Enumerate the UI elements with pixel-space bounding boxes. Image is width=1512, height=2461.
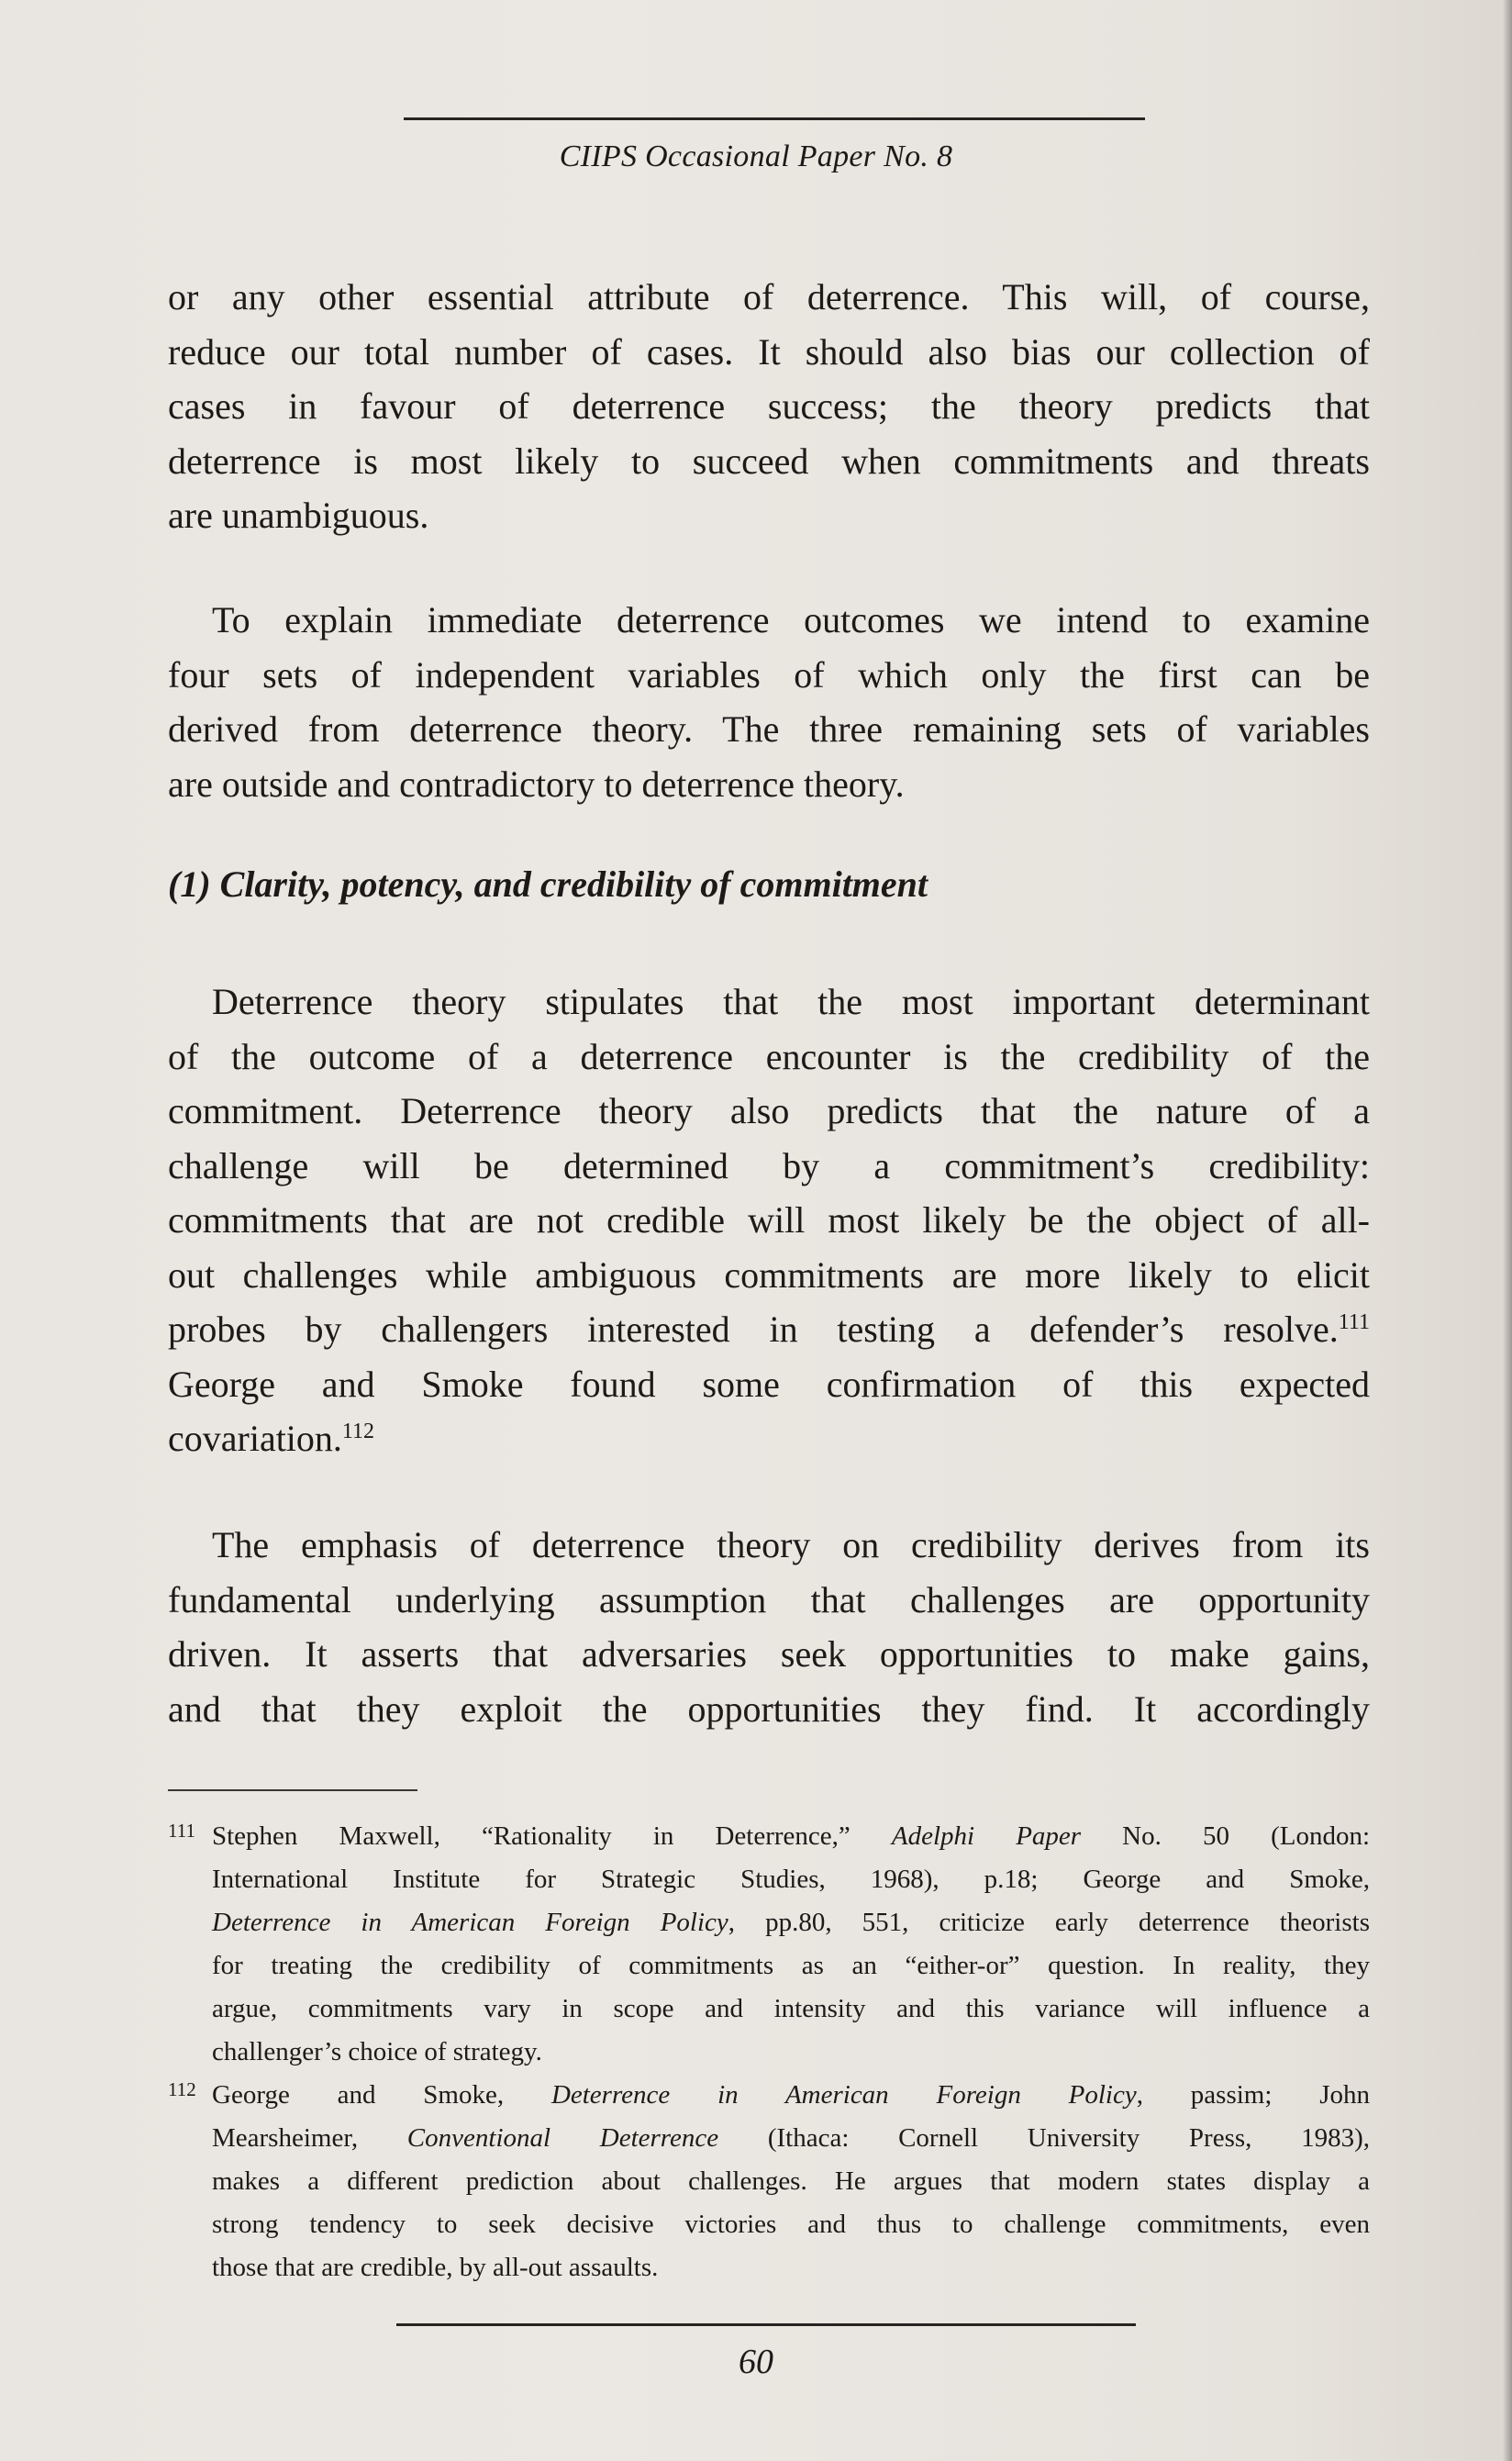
paragraph-line: derived from deterrence theory. The three remaining sets of variables (168, 708, 1370, 750)
paragraph-line: commitments that are not credible will most likely be the object of all- (168, 1199, 1370, 1241)
binding-edge-shadow (1503, 0, 1512, 2461)
footnote-line (212, 2031, 1370, 2074)
footnote-number: 111 (168, 1820, 195, 1842)
paragraph-line: are unambiguous. (168, 495, 429, 536)
paragraph-1 (168, 270, 1370, 543)
footnote-text: George and Smoke, (212, 2080, 551, 2110)
footer-rule (396, 2323, 1136, 2326)
footnote-112 (168, 2074, 1370, 2289)
footnotes (168, 1815, 1370, 2289)
footnote-text: No. 50 (London: (1081, 1821, 1371, 1851)
footnote-title: Deterrence in American Foreign Policy (550, 2080, 1137, 2110)
footnote-text: challenger’s choice of strategy. (212, 2037, 542, 2066)
paragraph-line: The emphasis of deterrence theory on credibility derives from its (212, 1524, 1370, 1565)
paragraph-line: cases in favour of deterrence success; the theory predicts that (168, 385, 1370, 427)
footnote-text: strong tendency to seek decisive victories and thus to challenge commitments, even (212, 2210, 1370, 2239)
paragraph-line: out challenges while ambiguous commitments are more likely to elicit (168, 1253, 1370, 1296)
header-rule (404, 117, 1145, 120)
footnote-title: Adelphi Paper (891, 1821, 1082, 1851)
footnote-line (212, 1815, 1370, 1858)
footnote-line (212, 1858, 1370, 1901)
paragraph-line: commitment. Deterrence theory also predicts that the nature of a (168, 1090, 1370, 1131)
paragraph-4 (168, 1518, 1370, 1736)
footnote-line (212, 2117, 1370, 2160)
paragraph-line-text: covariation. (168, 1418, 342, 1459)
paragraph-line-with-ref (168, 1302, 1370, 1357)
footnote-number: 112 (168, 2078, 196, 2100)
paragraph-line: deterrence is most likely to succeed when commitments and threats (168, 440, 1370, 482)
footnote-111 (168, 1815, 1370, 2074)
footnote-ref-112[interactable]: 112 (341, 1420, 375, 1443)
footnote-line (212, 2160, 1370, 2203)
footnote-text: those that are credible, by all-out assaults. (212, 2253, 659, 2282)
footnote-text: (Ithaca: Cornell University Press, 1983), (718, 2123, 1371, 2153)
footnote-title: Conventional Deterrence (406, 2123, 719, 2153)
paragraph-line: challenge will be determined by a commitment’s credibility: (168, 1144, 1370, 1186)
footnote-text: Stephen Maxwell, “Rationality in Deterrence,” (212, 1821, 892, 1851)
paragraph-line-text: probes by challengers interested in testing a defender’s resolve. (168, 1308, 1339, 1350)
footnote-text: , pp.80, 551, criticize early deterrence theorists (728, 1908, 1370, 1937)
paragraph-line: George and Smoke found some confirmation of this expected (168, 1363, 1370, 1405)
paragraph-line: are outside and contradictory to deterrence theory. (168, 763, 905, 805)
footnote-text: for treating the credibility of commitments as an “either-or” question. In reality, they (212, 1951, 1370, 1980)
footnote-text: , passim; John (1136, 2080, 1371, 2110)
footnote-line (212, 1944, 1370, 1988)
paragraph-line: of the outcome of a deterrence encounter is the credibility of the (168, 1035, 1370, 1077)
footnote-ref-111[interactable]: 111 (1338, 1310, 1370, 1334)
footnote-text: Mearsheimer, (212, 2123, 407, 2153)
paragraph-line: To explain immediate deterrence outcomes we intend to examine (212, 599, 1370, 640)
paragraph-line: or any other essential attribute of deterrence. This will, of course, (168, 276, 1370, 317)
footnote-line (212, 2246, 1370, 2289)
footnote-title: Deterrence in American Foreign Policy (212, 1908, 728, 1937)
paragraph-line-with-ref (168, 1411, 1370, 1466)
footnote-separator (168, 1789, 417, 1791)
footnote-text: makes a different prediction about challenges. He argues that modern states display a (212, 2166, 1370, 2196)
paragraph-line: fundamental underlying assumption that challenges are opportunity (168, 1578, 1370, 1620)
footnote-line (212, 2074, 1370, 2117)
page-number: 60 (739, 2343, 773, 2381)
paragraph-line: Deterrence theory stipulates that the most important determinant (212, 981, 1370, 1022)
paragraph-2 (168, 593, 1370, 811)
footnote-text: International Institute for Strategic Studies, 1968), p.18; George and Smoke, (212, 1865, 1370, 1894)
footnote-line (212, 1988, 1370, 2031)
paragraph-line: four sets of independent variables of which only the first can be (168, 653, 1370, 696)
section-heading: (1) Clarity, potency, and credibility of commitment (168, 863, 928, 905)
footnote-text: argue, commitments vary in scope and intensity and this variance will influence a (212, 1994, 1370, 2023)
paragraph-line: reduce our total number of cases. It should also bias our collection of (168, 330, 1370, 373)
paragraph-line: driven. It asserts that adversaries seek opportunities to make gains, (168, 1633, 1370, 1675)
footnote-line (212, 2203, 1370, 2246)
running-head: CIIPS Occasional Paper No. 8 (559, 139, 953, 173)
paragraph-line: and that they exploit the opportunities they find. It accordingly (168, 1687, 1370, 1730)
footnote-line (212, 1901, 1370, 1944)
paragraph-3 (168, 974, 1370, 1466)
